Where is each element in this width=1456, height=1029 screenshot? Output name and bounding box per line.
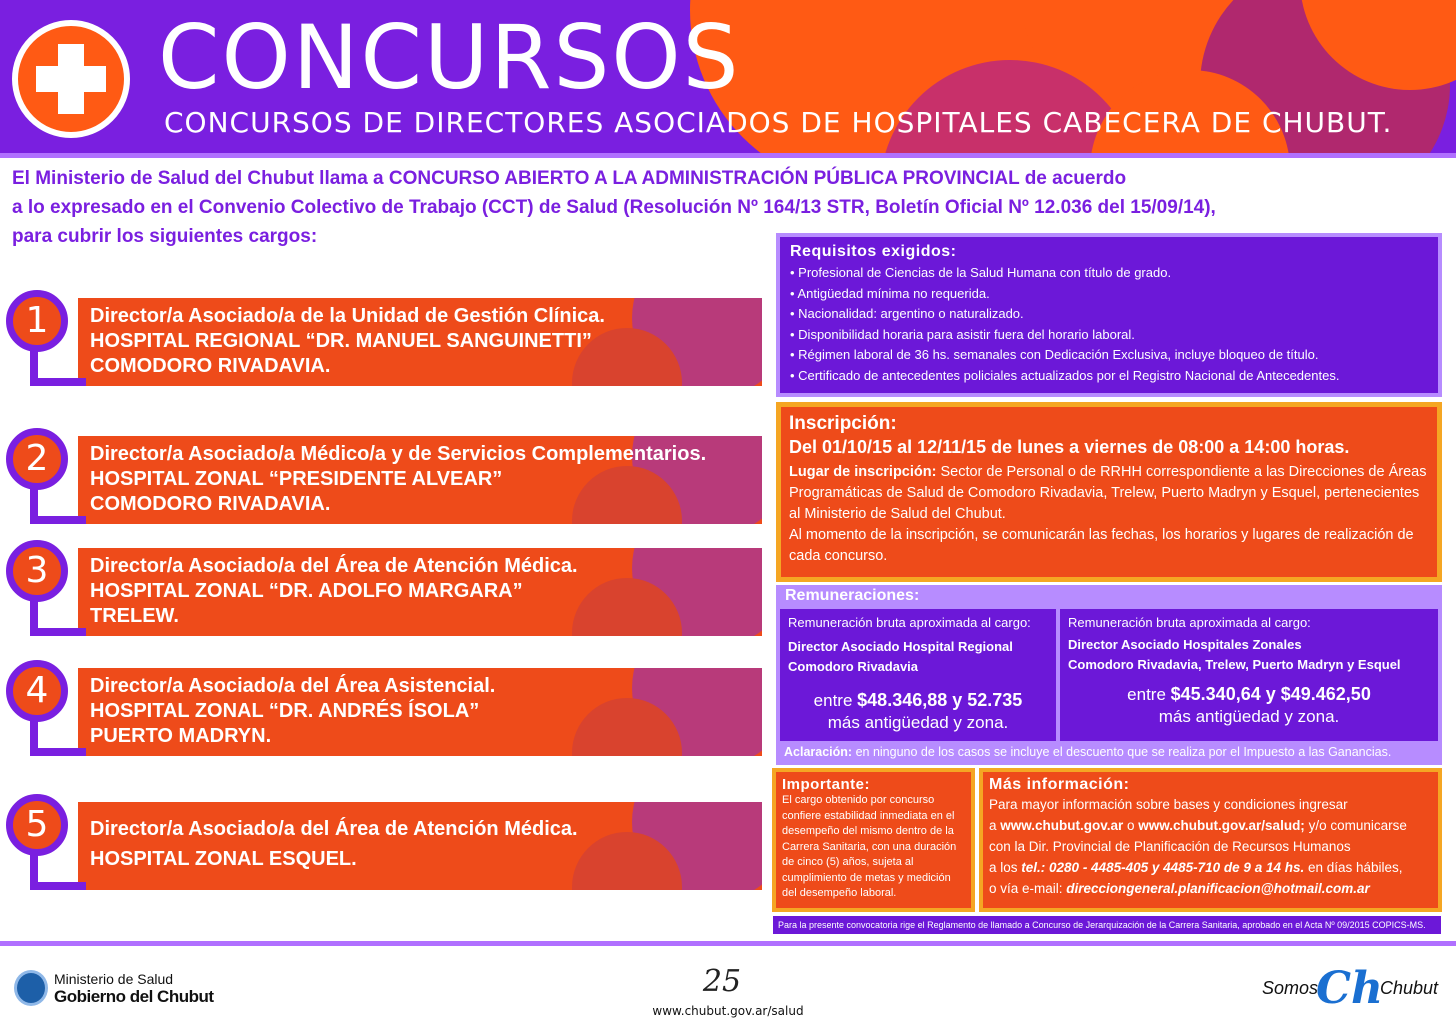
- inscription-panel: [776, 402, 1442, 582]
- regulation-note: Para la presente convocatoria rige el Reglamento de llamado a Concurso de Jerarquización de la Carrera Sanitaria, aprobado en el Acta Nº 09/2015 COPICS-MS.: [773, 916, 1441, 934]
- position-hospital: HOSPITAL ZONAL ESQUEL.: [90, 848, 357, 870]
- remuneration-panel: [776, 585, 1442, 765]
- requirement-item: • Antigüedad mínima no requerida.: [790, 285, 990, 301]
- position-item: [6, 540, 762, 640]
- somos-text: Somos: [1262, 978, 1319, 998]
- requirement-item: • Régimen laboral de 36 hs. semanales con Dedicación Exclusiva, incluye bloqueo de título.: [790, 347, 1319, 362]
- remuneration-suffix: más antigüedad y zona.: [1158, 707, 1340, 726]
- inscription-place-text: Sector de Personal o de RRHH correspondiente a las Direcciones de Áreas Programáticas de Salud de Comodoro Rivadavia, Trelew, Puerto Madryn y Esquel, pertenecientes al Ministerio de Salud del Chubut.: [789, 464, 1427, 522]
- remuneration-zonal: [1060, 609, 1438, 741]
- position-hospital: HOSPITAL ZONAL “DR. ADOLFO MARGARA”: [90, 580, 523, 602]
- remuneration-place: Comodoro Rivadavia, Trelew, Puerto Madryn y Esquel: [1068, 657, 1401, 672]
- text: a: [989, 818, 1001, 833]
- more-info-line: [989, 815, 1432, 836]
- position-number: 4: [6, 660, 68, 722]
- intro-line: para cubrir los siguientes cargos:: [12, 226, 318, 247]
- position-hospital: HOSPITAL ZONAL “DR. ANDRÉS ÍSOLA”: [90, 700, 480, 722]
- inscription-title: Inscripción:: [789, 413, 897, 434]
- remuneration-range: [1068, 683, 1430, 706]
- more-info-title: Más información:: [989, 776, 1130, 793]
- remuneration-place: Comodoro Rivadavia: [788, 659, 919, 674]
- medical-cross-icon: [12, 20, 130, 138]
- more-info-line: Para mayor información sobre bases y condiciones ingresar: [989, 797, 1348, 812]
- requirement-item: • Disponibilidad horaria para asistir fuera del horario laboral.: [790, 326, 1135, 342]
- remuneration-label: Remuneración bruta aproximada al cargo:: [788, 615, 1031, 630]
- inscription-place-label: Lugar de inscripción:: [789, 464, 937, 480]
- text: y/o comunicarse: [1304, 818, 1407, 833]
- position-number: 1: [6, 290, 68, 352]
- position-number: 5: [6, 794, 68, 856]
- remuneration-clarification: [784, 745, 1391, 759]
- requirement-item: • Profesional de Ciencias de la Salud Humana con título de grado.: [790, 265, 1172, 280]
- page-title: CONCURSOS: [158, 6, 741, 109]
- inscription-note: Al momento de la inscripción, se comunicarán las fechas, los horarios y lugares de realización de cada concurso.: [789, 527, 1414, 564]
- position-hospital: HOSPITAL REGIONAL “DR. MANUEL SANGUINETTI”: [90, 330, 592, 352]
- position-title: Director/a Asociado/a Médico/a y de Servicios Complementarios.: [90, 443, 707, 465]
- remuneration-title: Remuneraciones:: [785, 587, 920, 604]
- text: o vía e-mail:: [989, 881, 1067, 896]
- chubut-text: Chubut: [1380, 978, 1439, 998]
- government-name: Gobierno del Chubut: [54, 987, 214, 1006]
- position-number: 2: [6, 428, 68, 490]
- position-item: [6, 290, 762, 390]
- position-title: Director/a Asociado/a del Área de Atención Médica.: [90, 818, 578, 840]
- remuneration-label: Remuneración bruta aproximada al cargo:: [1068, 615, 1311, 630]
- header-banner: [0, 0, 1456, 153]
- position-item: [6, 428, 762, 528]
- more-info-line: [989, 857, 1432, 878]
- requirement-item: • Nacionalidad: argentino o naturalizado.: [790, 306, 1024, 321]
- remuneration-position: Director Asociado Hospitales Zonales: [1068, 637, 1302, 652]
- position-title: Director/a Asociado/a de la Unidad de Gestión Clínica.: [90, 305, 605, 327]
- divider: [0, 153, 1456, 158]
- remuneration-prefix: entre: [813, 691, 858, 710]
- footer-url[interactable]: www.chubut.gov.ar/salud: [652, 1004, 804, 1018]
- intro-line: a lo expresado en el Convenio Colectivo de Trabajo (CCT) de Salud (Resolución Nº 164/13 STR, Boletín Oficial Nº 12.036 del 15/09/14),: [12, 197, 1216, 218]
- more-info-line: [989, 878, 1432, 899]
- important-text: El cargo obtenido por concurso confiere estabilidad inmediata en el desempeño del mismo dentro de la Carrera Sanitaria, con una duración de cinco (5) años, sujeta al cumplimiento de metas y medición del desempeño laboral.: [782, 794, 957, 899]
- position-city: PUERTO MADRYN.: [90, 725, 272, 747]
- important-title: Importante:: [782, 776, 870, 793]
- page-subtitle: CONCURSOS DE DIRECTORES ASOCIADOS DE HOSPITALES CABECERA DE CHUBUT.: [164, 106, 1393, 139]
- position-title: Director/a Asociado/a del Área Asistencial.: [90, 675, 496, 697]
- remuneration-range: [788, 689, 1048, 712]
- ministry-name: Ministerio de Salud: [54, 971, 174, 987]
- position-number: 3: [6, 540, 68, 602]
- remuneration-suffix: más antigüedad y zona.: [827, 713, 1009, 732]
- position-city: COMODORO RIVADAVIA.: [90, 355, 331, 377]
- position-city: COMODORO RIVADAVIA.: [90, 493, 331, 515]
- province-seal-icon: [14, 970, 48, 1006]
- position-item: [6, 660, 762, 760]
- text: a los: [989, 860, 1022, 875]
- intro-line: El Ministerio de Salud del Chubut llama a CONCURSO ABIERTO A LA ADMINISTRACIÓN PÚBLICA PROVINCIAL de acuerdo: [12, 168, 1127, 189]
- text: en días hábiles,: [1304, 860, 1403, 875]
- website-link[interactable]: www.chubut.gov.ar: [1000, 818, 1124, 833]
- ch-logo-icon: Ch: [1316, 963, 1384, 1014]
- anniversary-logo: 25: [702, 964, 742, 999]
- clarification-label: Aclaración:: [784, 745, 853, 759]
- remuneration-prefix: entre: [1127, 685, 1171, 704]
- inscription-dates: Del 01/10/15 al 12/11/15 de lunes a viernes de 08:00 a 14:00 horas.: [789, 437, 1350, 457]
- inscription-place: [789, 462, 1429, 525]
- email-link[interactable]: direcciongeneral.planificacion@hotmail.com.ar: [1066, 881, 1370, 896]
- requirements-panel: [776, 233, 1442, 397]
- requirement-item: • Certificado de antecedentes policiales actualizados por el Registro Nacional de Antecedentes.: [790, 367, 1340, 383]
- clarification-text: en ninguno de los casos se incluye el descuento que se realiza por el Impuesto a las Ganancias.: [852, 745, 1392, 759]
- divider: [0, 941, 1456, 946]
- position-hospital: HOSPITAL ZONAL “PRESIDENTE ALVEAR”: [90, 468, 503, 490]
- text: o: [1123, 818, 1139, 833]
- more-info-line: con la Dir. Provincial de Planificación de Recursos Humanos: [989, 839, 1351, 854]
- position-item: [6, 794, 762, 894]
- more-info-panel: [979, 768, 1442, 912]
- position-city: TRELEW.: [90, 605, 179, 627]
- website-salud-link[interactable]: www.chubut.gov.ar/salud;: [1138, 818, 1305, 833]
- important-panel: [772, 768, 975, 912]
- remuneration-regional: [780, 609, 1056, 741]
- remuneration-amount: $48.346,88 y 52.735: [857, 690, 1023, 710]
- remuneration-amount: $45.340,64 y $49.462,50: [1170, 684, 1371, 704]
- phone-number: tel.: 0280 - 4485-405 y 4485-710 de 9 a 14 hs.: [1021, 860, 1305, 875]
- remuneration-position: Director Asociado Hospital Regional: [788, 639, 1013, 654]
- position-title: Director/a Asociado/a del Área de Atención Médica.: [90, 555, 578, 577]
- requirements-title: Requisitos exigidos:: [790, 243, 957, 260]
